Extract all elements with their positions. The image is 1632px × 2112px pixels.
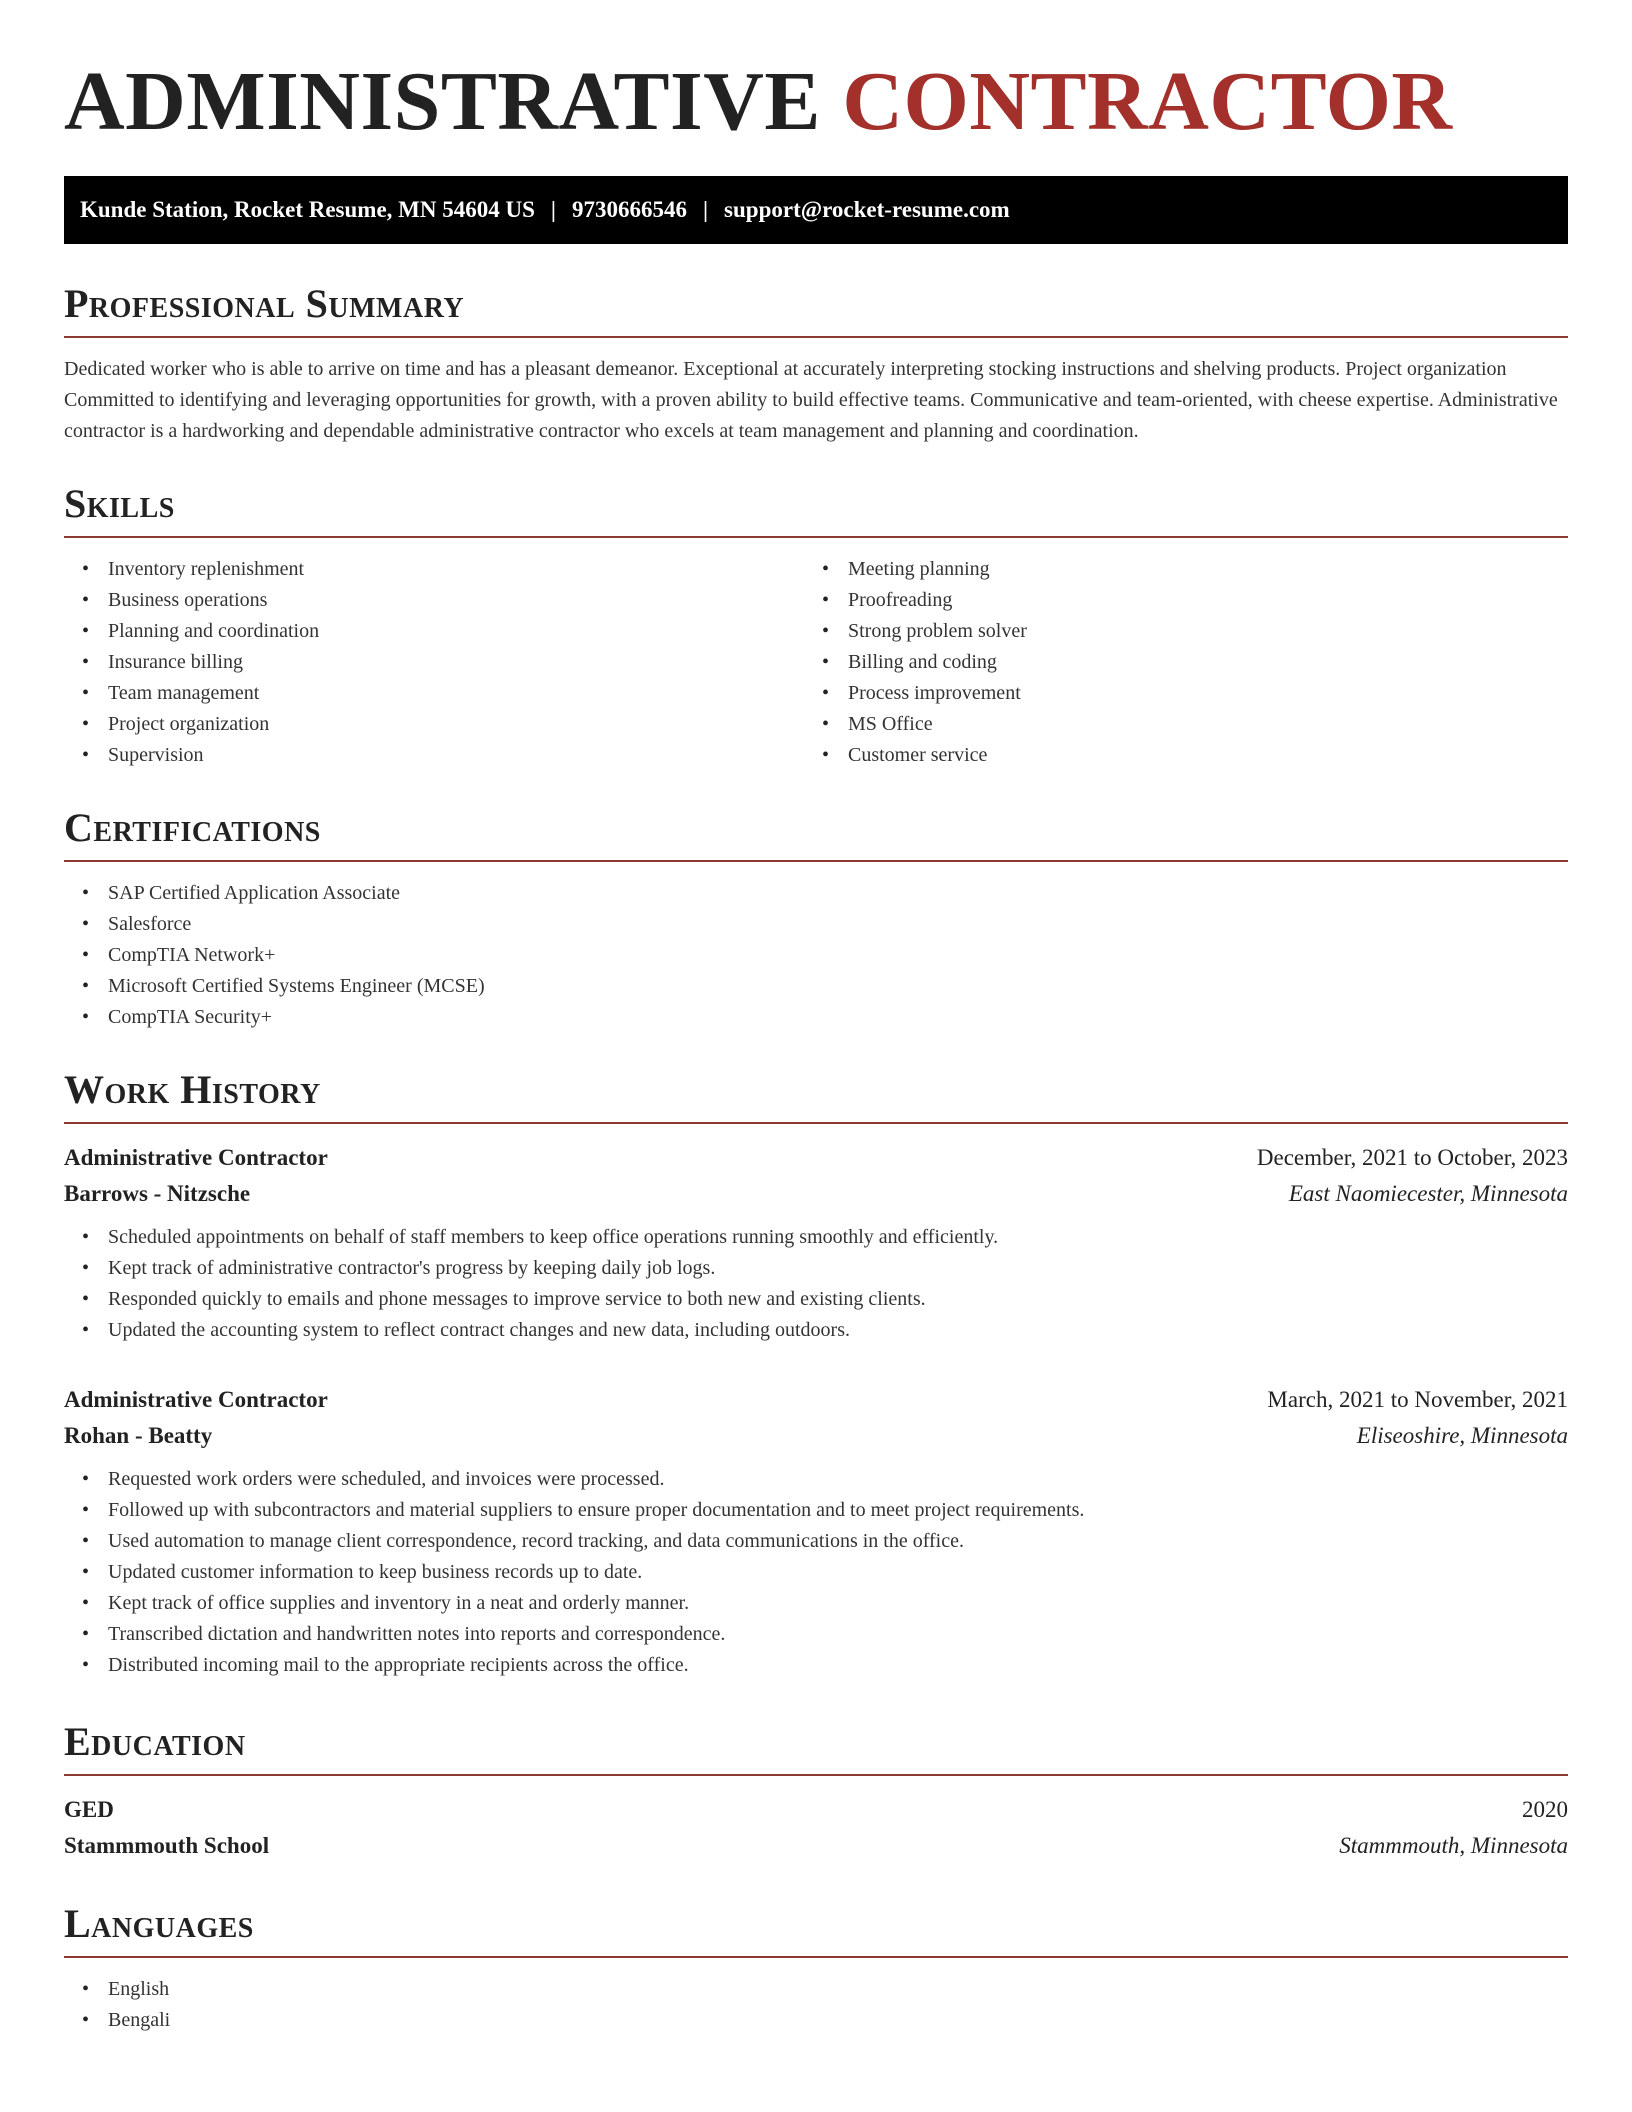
- skill-item: • Planning and coordination: [64, 616, 804, 647]
- work-history-heading: Work History: [64, 1066, 1568, 1124]
- job-company-row: [64, 1418, 1568, 1454]
- skill-item: • Strong problem solver: [804, 616, 1544, 647]
- education-school-row: [64, 1828, 1568, 1864]
- work-history-section: [64, 1066, 1568, 1681]
- contact-separator: |: [702, 197, 709, 222]
- job-company-row: [64, 1176, 1568, 1212]
- skill-item: • Billing and coding: [804, 647, 1544, 678]
- skill-item: • Insurance billing: [64, 647, 804, 678]
- languages-section: [64, 1900, 1568, 2036]
- education-year: 2020: [1522, 1797, 1568, 1822]
- job-duty: • Responded quickly to emails and phone messages to improve service to both new and existing clients.: [64, 1284, 1568, 1315]
- language-item: • English: [64, 1974, 1568, 2005]
- education-header-row: [64, 1792, 1568, 1828]
- resume-name: [64, 52, 1453, 153]
- languages-list: [64, 1974, 1568, 2036]
- education-school: Stammmouth School: [64, 1833, 270, 1858]
- language-item: • Bengali: [64, 2005, 1568, 2036]
- certification-item: • Microsoft Certified Systems Engineer (MCSE): [64, 971, 1568, 1002]
- education-location: Stammmouth, Minnesota: [1339, 1833, 1568, 1858]
- job-duty: • Used automation to manage client correspondence, record tracking, and data communications in the office.: [64, 1526, 1568, 1557]
- certifications-section: [64, 804, 1568, 1033]
- job-duty: • Distributed incoming mail to the appropriate recipients across the office.: [64, 1650, 1568, 1681]
- job-company: Rohan - Beatty: [64, 1423, 213, 1448]
- skill-item: • Supervision: [64, 740, 804, 771]
- job-company: Barrows - Nitzsche: [64, 1181, 251, 1206]
- contact-address: Kunde Station, Rocket Resume, MN 54604 US: [80, 197, 535, 222]
- skills-section: [64, 480, 1568, 771]
- certifications-heading: Certifications: [64, 804, 1568, 862]
- job-entry: [64, 1140, 1568, 1346]
- job-role: Administrative Contractor: [64, 1387, 328, 1412]
- skills-heading: Skills: [64, 480, 1568, 538]
- job-duty: • Updated the accounting system to reflect contract changes and new data, including outdoors.: [64, 1315, 1568, 1346]
- job-header-row: [64, 1140, 1568, 1176]
- certifications-list: [64, 878, 1568, 1033]
- skill-item: • Meeting planning: [804, 554, 1544, 585]
- job-location: Eliseoshire, Minnesota: [1356, 1423, 1568, 1448]
- contact-phone: 9730666546: [571, 197, 687, 222]
- name-first: ADMINISTRATIVE: [64, 55, 821, 148]
- job-duty: • Requested work orders were scheduled, and invoices were processed.: [64, 1464, 1568, 1495]
- skill-item: • Team management: [64, 678, 804, 709]
- education-section: [64, 1718, 1568, 1864]
- skill-item: • MS Office: [804, 709, 1544, 740]
- job-location: East Naomiecester, Minnesota: [1288, 1181, 1568, 1206]
- job-duty: • Transcribed dictation and handwritten notes into reports and correspondence.: [64, 1619, 1568, 1650]
- job-header-row: [64, 1382, 1568, 1418]
- job-duty: • Scheduled appointments on behalf of staff members to keep office operations running smoothly and efficiently.: [64, 1222, 1568, 1253]
- education-heading: Education: [64, 1718, 1568, 1776]
- job-duty: • Followed up with subcontractors and material suppliers to ensure proper documentation and to meet project requirements.: [64, 1495, 1568, 1526]
- skill-item: • Inventory replenishment: [64, 554, 804, 585]
- skill-item: • Business operations: [64, 585, 804, 616]
- job-duties-list: [64, 1222, 1568, 1346]
- summary-heading: Professional Summary: [64, 280, 1568, 338]
- job-dates: March, 2021 to November, 2021: [1267, 1387, 1568, 1412]
- contact-bar: [64, 176, 1568, 244]
- skill-item: • Project organization: [64, 709, 804, 740]
- skill-item: • Proofreading: [804, 585, 1544, 616]
- job-role: Administrative Contractor: [64, 1145, 328, 1170]
- contact-email: support@rocket-resume.com: [724, 197, 1010, 222]
- skills-list-right: [804, 554, 1544, 771]
- skill-item: • Process improvement: [804, 678, 1544, 709]
- job-duties-list: [64, 1464, 1568, 1681]
- summary-section: [64, 280, 1568, 447]
- education-entry: [64, 1792, 1568, 1864]
- skill-item: • Customer service: [804, 740, 1544, 771]
- job-duty: • Updated customer information to keep business records up to date.: [64, 1557, 1568, 1588]
- certification-item: • CompTIA Security+: [64, 1002, 1568, 1033]
- name-last: CONTRACTOR: [842, 55, 1453, 148]
- languages-heading: Languages: [64, 1900, 1568, 1958]
- skills-columns: [64, 538, 1568, 771]
- certification-item: • Salesforce: [64, 909, 1568, 940]
- job-duty: • Kept track of office supplies and inventory in a neat and orderly manner.: [64, 1588, 1568, 1619]
- job-entry: [64, 1382, 1568, 1681]
- job-dates: December, 2021 to October, 2023: [1256, 1145, 1568, 1170]
- contact-separator: |: [550, 197, 556, 222]
- education-degree: GED: [64, 1797, 114, 1822]
- certification-item: • SAP Certified Application Associate: [64, 878, 1568, 909]
- job-duty: • Kept track of administrative contractor's progress by keeping daily job logs.: [64, 1253, 1568, 1284]
- summary-text: Dedicated worker who is able to arrive on time and has a pleasant demeanor. Exceptional at accurately interpreting stocking instructions and shelving products. Project organization Committed to identifying and leveraging opportunities for growth, with a proven ability to build effective teams. Communicative and team-oriented, with cheese expertise. Administrative contractor is a hardworking and dependable administrative contractor who excels at team management and planning and coordination.: [64, 358, 1558, 442]
- skills-list-left: [64, 554, 804, 771]
- certification-item: • CompTIA Network+: [64, 940, 1568, 971]
